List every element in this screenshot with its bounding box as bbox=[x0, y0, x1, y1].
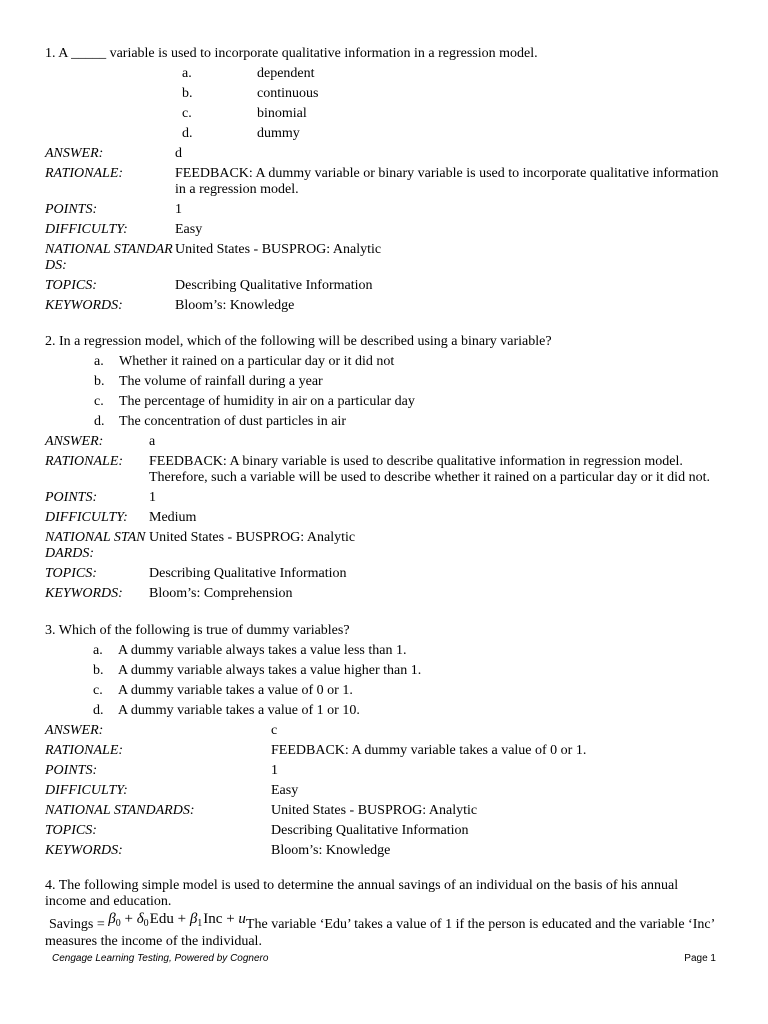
option-letter: d. bbox=[93, 703, 104, 718]
option-item-b bbox=[45, 372, 720, 392]
difficulty-label: DIFFICULTY: bbox=[45, 222, 128, 237]
national-standards-row bbox=[45, 240, 720, 276]
question-4 bbox=[45, 876, 720, 950]
page-number: Page 1 bbox=[684, 953, 716, 964]
option-text: binomial bbox=[257, 106, 307, 121]
option-text: A dummy variable always takes a value less than 1. bbox=[118, 643, 407, 658]
option-list bbox=[45, 641, 720, 721]
option-item-d bbox=[45, 701, 720, 721]
answer-label: ANSWER: bbox=[45, 434, 104, 449]
model-statement bbox=[45, 912, 720, 950]
national-standards-value: United States - BUSPROG: Analytic bbox=[271, 803, 478, 818]
option-letter: b. bbox=[93, 663, 104, 678]
option-text: dependent bbox=[257, 66, 315, 81]
page-footer bbox=[52, 953, 716, 965]
plus-operator: + bbox=[124, 911, 133, 927]
national-standards-row bbox=[45, 801, 720, 821]
option-letter: c. bbox=[94, 394, 104, 409]
question-stem: 4. The following simple model is used to determine the annual savings of an individual on the basis of his annual income and education. bbox=[45, 878, 679, 909]
plus-operator: + bbox=[226, 911, 235, 927]
option-text: The percentage of humidity in air on a particular day bbox=[119, 394, 415, 409]
edu-variable: Edu bbox=[149, 911, 174, 927]
option-letter: a. bbox=[93, 643, 103, 658]
keywords-value: Bloom’s: Knowledge bbox=[175, 298, 295, 313]
question-3 bbox=[45, 621, 720, 861]
answer-label: ANSWER: bbox=[45, 723, 104, 738]
points-value: 1 bbox=[175, 202, 182, 217]
model-lhs: Savings = bbox=[49, 917, 105, 932]
option-list bbox=[45, 64, 720, 144]
answer-value: a bbox=[149, 434, 156, 449]
topics-row bbox=[45, 564, 720, 584]
option-item-a bbox=[45, 641, 720, 661]
topics-row bbox=[45, 821, 720, 841]
keywords-row bbox=[45, 841, 720, 861]
regression-formula bbox=[108, 911, 246, 927]
answer-row bbox=[45, 432, 720, 452]
option-item-b bbox=[45, 84, 720, 104]
difficulty-row bbox=[45, 508, 720, 528]
rationale-row bbox=[45, 164, 720, 200]
rationale-value: FEEDBACK: A binary variable is used to describe qualitative information in regression model. Therefore, such a variable will be used to describe whether it rained on a particular day or it did not. bbox=[149, 454, 710, 485]
answer-value: c bbox=[271, 723, 278, 738]
difficulty-value: Easy bbox=[175, 222, 203, 237]
answer-row bbox=[45, 144, 720, 164]
question-stem: 2. In a regression model, which of the following will be described using a binary variable? bbox=[45, 334, 552, 349]
keywords-value: Bloom’s: Comprehension bbox=[149, 586, 293, 601]
subscript: 0 bbox=[115, 918, 121, 929]
inc-variable: Inc bbox=[203, 911, 223, 927]
points-value: 1 bbox=[271, 763, 278, 778]
option-letter: a. bbox=[94, 354, 104, 369]
keywords-label: KEYWORDS: bbox=[45, 586, 123, 601]
option-item-a bbox=[45, 352, 720, 372]
option-item-c bbox=[45, 392, 720, 412]
answer-row bbox=[45, 721, 720, 741]
option-text: A dummy variable takes a value of 0 or 1. bbox=[118, 683, 353, 698]
topics-value: Describing Qualitative Information bbox=[271, 823, 469, 838]
option-letter: c. bbox=[93, 683, 103, 698]
points-row bbox=[45, 200, 720, 220]
points-label: POINTS: bbox=[45, 490, 98, 505]
option-letter: d. bbox=[94, 414, 105, 429]
option-text: A dummy variable takes a value of 1 or 10. bbox=[118, 703, 360, 718]
option-text: Whether it rained on a particular day or it did not bbox=[119, 354, 395, 369]
subscript: 1 bbox=[197, 918, 203, 929]
option-text: The volume of rainfall during a year bbox=[119, 374, 323, 389]
topics-label: TOPICS: bbox=[45, 566, 97, 581]
answer-value: d bbox=[175, 146, 182, 161]
topics-label: TOPICS: bbox=[45, 278, 97, 293]
question-stem: 3. Which of the following is true of dummy variables? bbox=[45, 623, 350, 638]
rationale-label: RATIONALE: bbox=[45, 166, 124, 181]
keywords-label: KEYWORDS: bbox=[45, 843, 123, 858]
keywords-value: Bloom’s: Knowledge bbox=[271, 843, 391, 858]
rationale-row bbox=[45, 741, 720, 761]
question-1 bbox=[45, 44, 720, 316]
keywords-label: KEYWORDS: bbox=[45, 298, 123, 313]
keywords-row bbox=[45, 296, 720, 316]
difficulty-row bbox=[45, 781, 720, 801]
national-standards-value: United States - BUSPROG: Analytic bbox=[175, 242, 382, 257]
national-standards-label: NATIONAL STANDARDS: bbox=[45, 530, 146, 561]
option-item-c bbox=[45, 104, 720, 124]
national-standards-value: United States - BUSPROG: Analytic bbox=[149, 530, 356, 545]
keywords-row bbox=[45, 584, 720, 604]
option-list bbox=[45, 352, 720, 432]
option-item-a bbox=[45, 64, 720, 84]
difficulty-value: Easy bbox=[271, 783, 299, 798]
option-text: The concentration of dust particles in air bbox=[119, 414, 347, 429]
answer-label: ANSWER: bbox=[45, 146, 104, 161]
beta-symbol: β bbox=[108, 911, 116, 927]
difficulty-row bbox=[45, 220, 720, 240]
national-standards-label: NATIONAL STANDARDS: bbox=[45, 242, 173, 273]
rationale-label: RATIONALE: bbox=[45, 454, 124, 469]
subscript: 0 bbox=[143, 918, 149, 929]
points-label: POINTS: bbox=[45, 202, 98, 217]
option-item-d bbox=[45, 412, 720, 432]
points-value: 1 bbox=[149, 490, 156, 505]
delta-symbol: δ bbox=[136, 911, 144, 927]
option-text: continuous bbox=[257, 86, 319, 101]
option-item-d bbox=[45, 124, 720, 144]
points-row bbox=[45, 761, 720, 781]
rationale-value: FEEDBACK: A dummy variable takes a value of 0 or 1. bbox=[271, 743, 587, 758]
difficulty-label: DIFFICULTY: bbox=[45, 783, 128, 798]
option-letter: d. bbox=[182, 126, 193, 141]
model-description: The variable ‘Edu’ takes a value of 1 if the person is educated and the variable ‘Inc’ measures the income of the individual. bbox=[45, 917, 715, 949]
rationale-value: FEEDBACK: A dummy variable or binary variable is used to incorporate qualitative information in a regression model. bbox=[175, 166, 719, 197]
difficulty-label: DIFFICULTY: bbox=[45, 510, 128, 525]
option-text: dummy bbox=[257, 126, 300, 141]
topics-label: TOPICS: bbox=[45, 823, 97, 838]
option-letter: b. bbox=[182, 86, 193, 101]
question-2 bbox=[45, 332, 720, 604]
footer-credit: Cengage Learning Testing, Powered by Cognero bbox=[52, 953, 269, 964]
option-item-c bbox=[45, 681, 720, 701]
national-standards-label: NATIONAL STANDARDS: bbox=[45, 803, 195, 818]
beta-symbol: β bbox=[189, 911, 198, 927]
option-letter: c. bbox=[182, 106, 192, 121]
error-term-symbol: u bbox=[238, 911, 246, 927]
option-text: A dummy variable always takes a value higher than 1. bbox=[118, 663, 422, 678]
topics-value: Describing Qualitative Information bbox=[149, 566, 347, 581]
option-item-b bbox=[45, 661, 720, 681]
topics-value: Describing Qualitative Information bbox=[175, 278, 373, 293]
points-row bbox=[45, 488, 720, 508]
option-letter: b. bbox=[94, 374, 105, 389]
rationale-row bbox=[45, 452, 720, 488]
plus-operator: + bbox=[177, 911, 187, 927]
rationale-label: RATIONALE: bbox=[45, 743, 124, 758]
option-letter: a. bbox=[182, 66, 192, 81]
difficulty-value: Medium bbox=[149, 510, 197, 525]
national-standards-row bbox=[45, 528, 720, 564]
points-label: POINTS: bbox=[45, 763, 98, 778]
question-stem: 1. A _____ variable is used to incorporate qualitative information in a regression model. bbox=[45, 46, 538, 61]
topics-row bbox=[45, 276, 720, 296]
